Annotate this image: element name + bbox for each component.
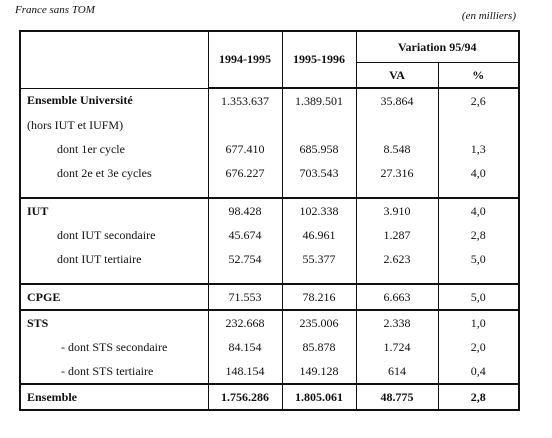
cell-va: 1.287 xyxy=(356,223,438,247)
header-year-1994: 1994-1995 xyxy=(208,31,282,88)
table-row xyxy=(20,359,519,384)
cell-pct: 2,8 xyxy=(438,384,519,410)
row-label: (hors IUT et IUFM) xyxy=(20,113,208,137)
table-row xyxy=(20,335,519,359)
row-label: dont IUT secondaire xyxy=(20,223,208,247)
cell-pct: 4,0 xyxy=(438,161,519,185)
cell-pct: 4,0 xyxy=(438,198,519,223)
table-row xyxy=(20,247,519,271)
total-row xyxy=(20,384,519,410)
header-pct: % xyxy=(438,63,519,89)
cell-va: 8.548 xyxy=(356,137,438,161)
cell-1995: 102.338 xyxy=(282,198,356,223)
row-label: - dont STS secondaire xyxy=(20,335,208,359)
cell-pct: 2,8 xyxy=(438,223,519,247)
row-label: - dont STS tertiaire xyxy=(20,359,208,384)
cell-va: 2.623 xyxy=(356,247,438,271)
row-label: dont 2e et 3e cycles xyxy=(20,161,208,185)
cell-1994: 52.754 xyxy=(208,247,282,271)
header-label-cell xyxy=(20,31,208,88)
cell-va: 1.724 xyxy=(356,335,438,359)
cell-va: 6.663 xyxy=(356,284,438,310)
caption-scope: France sans TOM xyxy=(15,4,95,16)
cell-1995: 78.216 xyxy=(282,284,356,310)
cell-va: 2.338 xyxy=(356,310,438,335)
row-label: CPGE xyxy=(20,284,208,310)
cell-1994: 98.428 xyxy=(208,198,282,223)
table-row xyxy=(20,223,519,247)
cell-1994: 148.154 xyxy=(208,359,282,384)
table-row xyxy=(20,284,519,310)
row-label: IUT xyxy=(20,198,208,223)
cell-1995: 1.805.061 xyxy=(282,384,356,410)
cell-va: 35.864 xyxy=(356,88,438,113)
cell-pct: 1,0 xyxy=(438,310,519,335)
header-va: VA xyxy=(356,63,438,89)
table-row xyxy=(20,310,519,335)
caption-unit: (en milliers) xyxy=(461,10,516,22)
table-row xyxy=(20,137,519,161)
cell-va: 614 xyxy=(356,359,438,384)
cell-1994: 45.674 xyxy=(208,223,282,247)
row-label: Ensemble Université xyxy=(20,88,208,113)
cell-va: 27.316 xyxy=(356,161,438,185)
statistics-table xyxy=(19,30,520,411)
cell-pct: 1,3 xyxy=(438,137,519,161)
header-year-1995: 1995-1996 xyxy=(282,31,356,88)
cell-1995: 235.006 xyxy=(282,310,356,335)
row-label: dont 1er cycle xyxy=(20,137,208,161)
cell-1995: 46.961 xyxy=(282,223,356,247)
cell-1994: 71.553 xyxy=(208,284,282,310)
cell-va: 48.775 xyxy=(356,384,438,410)
table-row xyxy=(20,88,519,113)
table-row xyxy=(20,198,519,223)
header-variation: Variation 95/94 xyxy=(356,31,519,63)
row-label: dont IUT tertiaire xyxy=(20,247,208,271)
cell-1994: 1.353.637 xyxy=(208,88,282,113)
cell-1995: 85.878 xyxy=(282,335,356,359)
cell-1994: 84.154 xyxy=(208,335,282,359)
cell-1995: 1.389.501 xyxy=(282,88,356,113)
cell-pct: 0,4 xyxy=(438,359,519,384)
cell-1995: 149.128 xyxy=(282,359,356,384)
row-label: Ensemble xyxy=(20,384,208,410)
cell-1994: 232.668 xyxy=(208,310,282,335)
cell-1995: 703.543 xyxy=(282,161,356,185)
table-row xyxy=(20,161,519,185)
cell-pct: 2,0 xyxy=(438,335,519,359)
cell-1994: 677.410 xyxy=(208,137,282,161)
cell-pct: 5,0 xyxy=(438,247,519,271)
cell-1994: 1.756.286 xyxy=(208,384,282,410)
cell-pct: 2,6 xyxy=(438,88,519,113)
cell-pct: 5,0 xyxy=(438,284,519,310)
cell-va: 3.910 xyxy=(356,198,438,223)
row-label: STS xyxy=(20,310,208,335)
cell-1995: 55.377 xyxy=(282,247,356,271)
table-row xyxy=(20,113,519,137)
cell-1995: 685.958 xyxy=(282,137,356,161)
cell-1994: 676.227 xyxy=(208,161,282,185)
